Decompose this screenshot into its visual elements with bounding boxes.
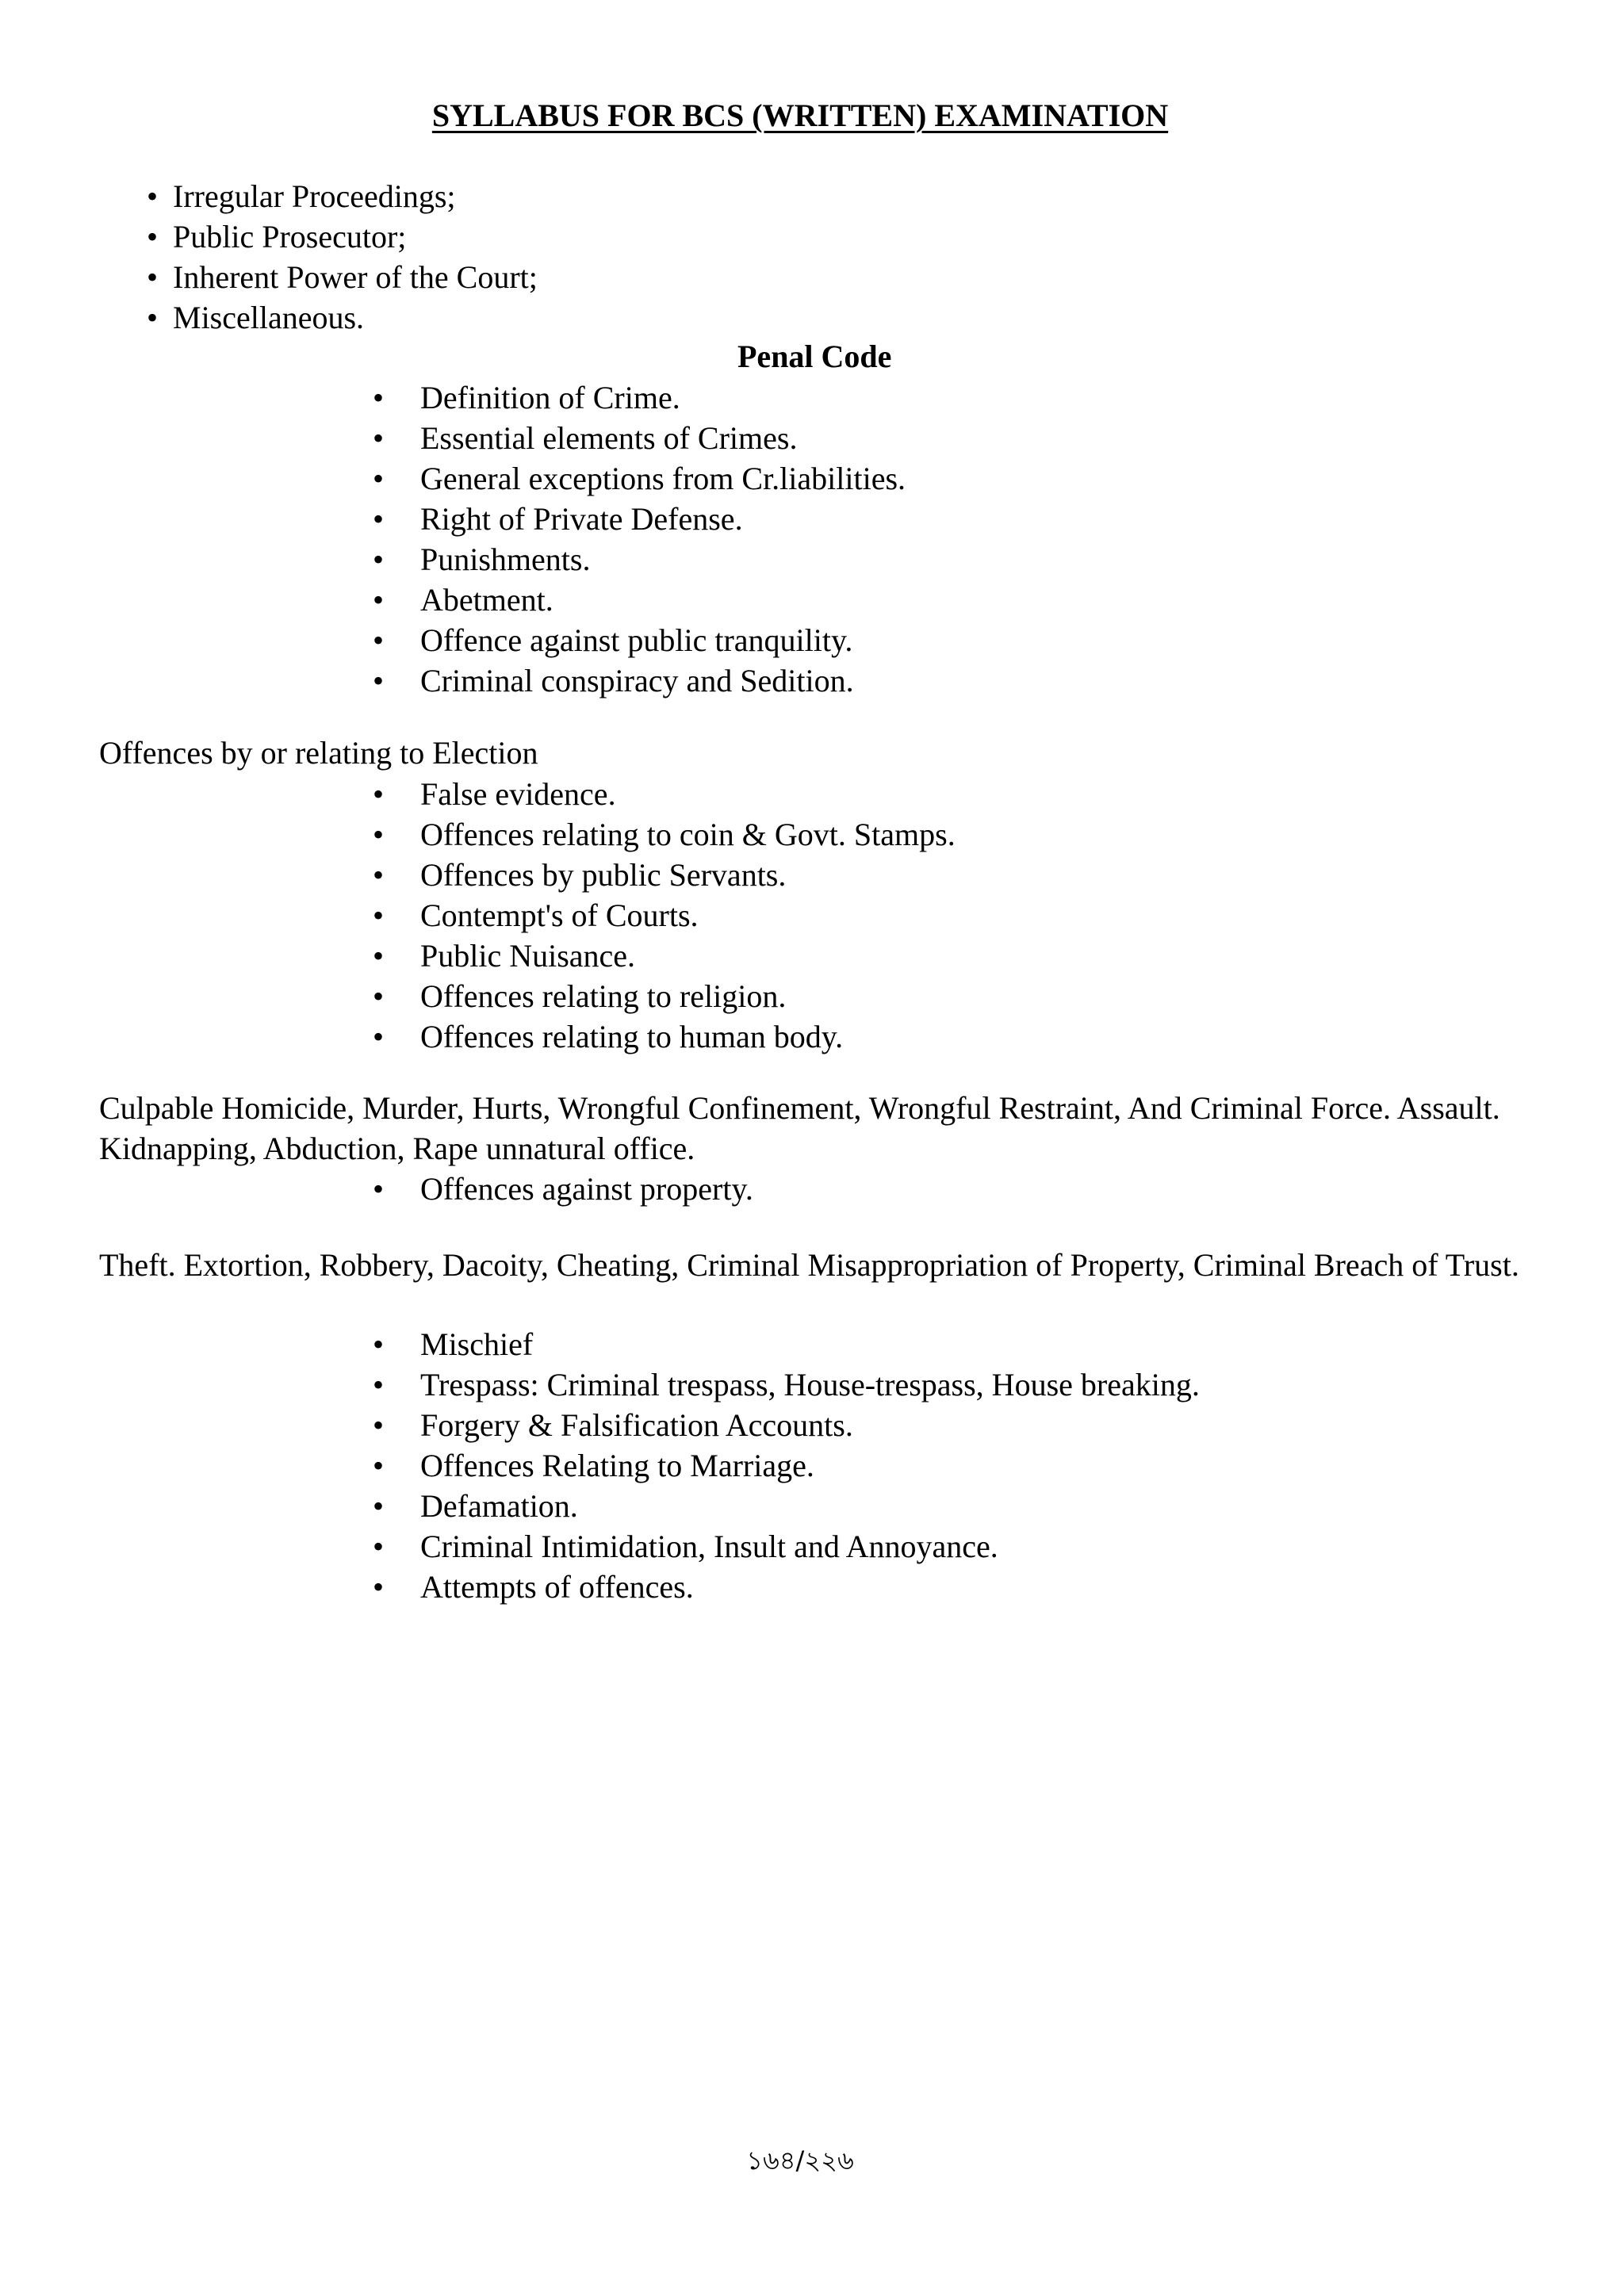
bullet-icon: • — [373, 1448, 385, 1483]
section-heading-penal-code: Penal Code — [737, 339, 892, 374]
bullet-icon: • — [373, 1488, 385, 1524]
bullet-icon: • — [147, 178, 159, 214]
list-item: • Offences against property. — [420, 1169, 753, 1209]
mischief-list — [373, 1324, 1200, 1607]
page-number: ১৬৪/২২৬ — [746, 2145, 854, 2175]
bullet-icon: • — [373, 420, 385, 456]
list-item: • False evidence. — [420, 774, 956, 814]
bullet-icon: • — [373, 541, 385, 577]
bullet-icon: • — [373, 663, 385, 698]
bullet-icon: • — [373, 1019, 385, 1054]
bullet-icon: • — [373, 978, 385, 1014]
bullet-icon: • — [373, 501, 385, 537]
list-item: • Inherent Power of the Court; — [173, 257, 538, 297]
bullet-icon: • — [373, 857, 385, 893]
list-item: • Public Nuisance. — [420, 936, 956, 976]
bullet-icon: • — [147, 300, 159, 335]
bullet-icon: • — [373, 622, 385, 658]
list-item: • Offence against public tranquility. — [420, 620, 906, 660]
list-item: • Mischief — [420, 1324, 1200, 1364]
bullet-icon: • — [373, 938, 385, 974]
list-item: • Right of Private Defense. — [420, 499, 906, 539]
list-item: • Defamation. — [420, 1486, 1200, 1526]
bullet-icon: • — [373, 461, 385, 496]
bullet-icon: • — [373, 1367, 385, 1402]
paragraph-theft: Theft. Extortion, Robbery, Dacoity, Cheating, Criminal Misappropriation of Property, Criminal Breach of Trust. — [99, 1247, 1519, 1283]
list-item: • Contempt's of Courts. — [420, 895, 956, 936]
list-item: • Offences relating to coin & Govt. Stamps. — [420, 814, 956, 855]
election-offences-list — [373, 774, 956, 1057]
list-item: • Forgery & Falsification Accounts. — [420, 1405, 1200, 1445]
list-item: • Criminal conspiracy and Sedition. — [420, 660, 906, 701]
bullet-icon: • — [373, 582, 385, 618]
penal-code-list — [373, 377, 906, 701]
list-item: • General exceptions from Cr.liabilities. — [420, 458, 906, 499]
bullet-icon: • — [373, 776, 385, 812]
list-item: • Offences Relating to Marriage. — [420, 1445, 1200, 1486]
list-item: • Criminal Intimidation, Insult and Annoyance. — [420, 1526, 1200, 1567]
list-item: • Abetment. — [420, 580, 906, 620]
list-item: • Public Prosecutor; — [173, 216, 538, 257]
bullet-icon: • — [373, 1326, 385, 1362]
bullet-icon: • — [373, 817, 385, 852]
list-item: • Offences relating to human body. — [420, 1016, 956, 1057]
list-item: • Irregular Proceedings; — [173, 176, 538, 216]
list-item: • Trespass: Criminal trespass, House-trespass, House breaking. — [420, 1364, 1200, 1405]
bullet-icon: • — [373, 897, 385, 933]
document-title: SYLLABUS FOR BCS (WRITTEN) EXAMINATION — [431, 98, 1169, 133]
bullet-icon: • — [147, 259, 159, 295]
list-item: • Punishments. — [420, 539, 906, 580]
paragraph-homicide: Culpable Homicide, Murder, Hurts, Wrongful Confinement, Wrongful Restraint, And Criminal Force. Assault. Kidnapping, Abduction, Rape unnatural office. — [99, 1090, 1500, 1166]
list-item: • Essential elements of Crimes. — [420, 418, 906, 458]
list-item: • Miscellaneous. — [173, 297, 538, 338]
bullet-icon: • — [373, 1529, 385, 1564]
bullet-icon: • — [373, 380, 385, 415]
list-item: • Definition of Crime. — [420, 377, 906, 418]
bullet-icon: • — [373, 1171, 385, 1207]
property-offences-list — [373, 1169, 753, 1209]
paragraph-election: Offences by or relating to Election — [99, 735, 538, 771]
top-bullet-list — [147, 176, 538, 338]
bullet-icon: • — [373, 1569, 385, 1605]
list-item: • Offences by public Servants. — [420, 855, 956, 895]
list-item: • Attempts of offences. — [420, 1567, 1200, 1607]
bullet-icon: • — [147, 219, 159, 254]
list-item: • Offences relating to religion. — [420, 976, 956, 1016]
bullet-icon: • — [373, 1407, 385, 1443]
